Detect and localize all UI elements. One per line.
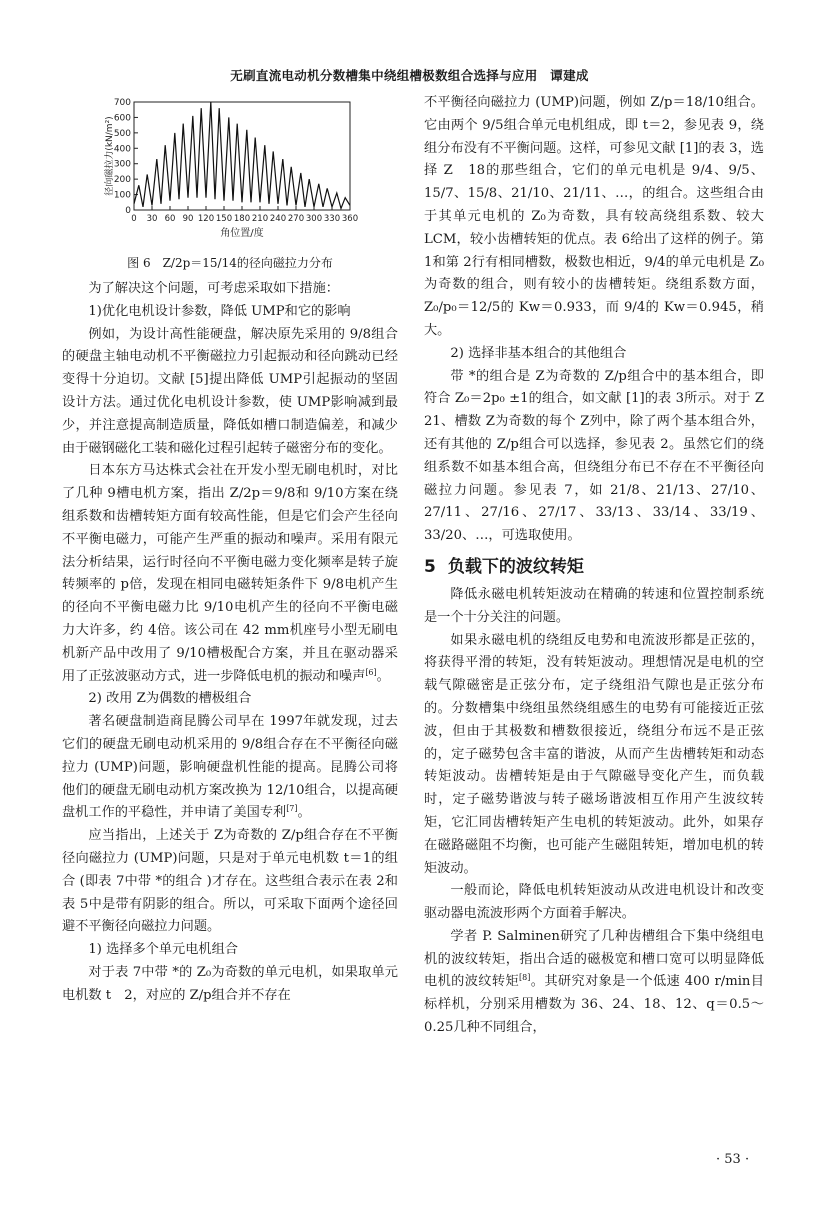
subheading: 1)优化电机设计参数，降低 UMP和它的影响 [88,303,351,319]
paragraph-end: 。 [297,805,311,821]
citation: [7] [286,804,298,814]
y-tick-label: 500 [113,128,131,139]
figure-6 [62,92,398,248]
x-tick-label: 240 [269,214,287,224]
subheading: 2) 选择非基本组合的其他组合 [450,345,627,361]
y-tick-label: 600 [113,113,131,124]
citation: [6] [365,667,377,677]
x-tick-label: 210 [251,214,269,224]
paragraph: 如果永磁电机的绕组反电势和电流波形都是正弦的，将获得平滑的转矩，没有转矩波动。理想情况是电机的空载气隙磁密是正弦分布，定子绕组沿气隙也是正弦分布的。分数槽集中绕组虽然绕组感生的电势有可能接近正弦波，但由于其极数和槽数很接近，绕组分布远不是正弦的，定子磁势包含丰富的谐波，从而产生齿槽转矩和动态转矩波动。齿槽转矩是由于气隙磁导变化产生，而负载时，定子磁势谐波与转子磁场谐波相互作用产生波纹转矩，它汇同齿槽转矩产生电机的转矩波动。此外，如果存在磁路磁阻不均衡，也可能产生磁阻转矩，增加电机的转矩波动。 [424,632,764,876]
y-tick-label: 200 [113,175,131,186]
x-tick-label: 30 [146,214,158,224]
series-line [134,102,350,209]
paragraph: 对于表 7中带 *的 Z₀为奇数的单元电机，如果取单元电机数 t 2，对应的 Z/p组合并不存在 [62,964,398,1003]
x-tick-label: 120 [197,214,215,224]
y-tick-label: 0 [125,206,131,216]
paragraph-text: 。其研究对象是一个低速 400 r/min目标样机，分别采用槽数为 36、24、18、12、q＝0.5～0.25几种不同组合， [424,974,764,1036]
section-number: 5 [424,556,436,577]
paragraph: 不平衡径向磁拉力 (UMP)问题，例如 Z/p＝18/10组合。它由两个 9/5组合单元电机组成，即 t＝2，参见表 9，绕组分布没有不平衡问题。这样，可参见文献 [1]的表 3，选择 Z 18的那些组合，它们的单元电机是 9/4、9/5、15/7、15/8、21/10、21/11、…，的组合。这些组合由于其单元电机的 Z₀为奇数，具有较高绕组系数、较大 LCM，较小齿槽转矩的优点。表 6给出了这样的例子。第 1和第 2行有相同槽数，极数也相近，9/4的单元电机是 Z₀为奇数的组合，则有较小的齿槽转矩。绕组系数方面，Z₀/p₀＝12/5的 Kw＝0.933，而 9/4的 Kw＝0.945，稍大。 [424,95,764,338]
y-tick-label: 400 [113,144,131,155]
paragraph: 一般而论，降低电机转矩波动从改进电机设计和改变驱动器电流波形两个方面着手解决。 [424,883,764,922]
page-number: · 53 · [716,1152,750,1167]
paragraph: 降低永磁电机转矩波动在精确的转速和位置控制系统是一个十分关注的问题。 [424,586,764,625]
right-column [424,92,778,1040]
y-tick-label: 100 [113,190,131,201]
y-tick-label: 300 [113,159,131,170]
paragraph-text: 学者 P. Salminen研究了几种齿槽组合下集中绕组电机的波纹转矩，指出合适的磁极宽和槽口宽可以明显降低电机的波纹转矩 [424,928,764,990]
x-tick-label: 300 [305,214,323,224]
paragraph: 应当指出，上述关于 Z为奇数的 Z/p组合存在不平衡径向磁拉力 (UMP)问题，只是对于单元电机数 t＝1的组合 (即表 7中带 *的组合 )才存在。这些组合表示在表 2和表 5中是带有阴影的组合。所以，可采取下面两个途径回避不平衡径向磁拉力问题。 [62,828,398,935]
x-axis-label: 角位置/度 [220,228,264,239]
subheading: 1) 选择多个单元电机组合 [88,942,238,958]
paragraph-end: 。 [376,668,390,684]
y-axis-label: 径向磁拉力(kN/m²) [105,116,115,196]
running-header: 无刷直流电动机分数槽集中绕组槽极数组合选择与应用 谭建成 [230,68,589,83]
left-column [62,92,398,1008]
paragraph: 带 *的组合是 Z为奇数的 Z/p组合中的基本组合，即符合 Z₀＝2p₀ ±1的组合，如文献 [1]的表 3所示。对于 Z 21、槽数 Z为奇数的每个 Z列中，除了两个基本组合外，还有其他的 Z/p组合可以选择，参见表 2。虽然它们的绕组系数不如基本组合高，但绕组分布已不存在不平衡径向磁拉力问题。参见表 7，如 21/8、21/13、27/10、27/11、27/16、27/17、33/13、33/14、33/19、33/20、…，可选取使用。 [424,368,778,544]
citation: [8] [519,973,531,983]
y-tick-label: 700 [113,98,131,108]
radial-force-chart [62,92,398,248]
x-tick-label: 270 [287,214,305,224]
x-tick-label: 150 [215,214,233,224]
paragraph-text: 日本东方马达株式会社在开发小型无刷电机时，对比了几种 9槽电机方案，指出 Z/2p＝9/8和 9/10方案在绕组系数和齿槽转矩方面有较高性能，但是它们会产生径向不平衡电磁力，可能产生严重的振动和噪声。采用有限元法分析结果，运行时径向不平衡电磁力变化频率是转子旋转频率的 p倍，发现在相同电磁转矩条件下 9/8电机产生的径向不平衡电磁力比 9/10电机产生的径向不平衡电磁力大许多，约 4倍。该公司在 42 mm机座号小型无刷电机新产品中改用了 9/10槽极配合方案，并且在驱动器采用了正弦波驱动方式，进一步降低电机的振动和噪声 [62,463,398,684]
x-tick-label: 330 [323,214,341,224]
x-tick-label: 60 [164,214,176,224]
paragraph: 为了解决这个问题，可考虑采取如下措施： [88,281,339,296]
subheading: 2) 改用 Z为偶数的槽极组合 [88,691,252,707]
x-tick-label: 0 [131,214,137,224]
paragraph [62,460,398,688]
paragraph-text: 著名硬盘制造商昆腾公司早在 1997年就发现，过去它们的硬盘无刷电动机采用的 9/8组合存在不平衡径向磁拉力 (UMP)问题，影响硬盘机性能的提高。昆腾公司将他们的硬盘无刷电动机方案改换为 12/10组合，以提高硬盘机工作的平稳性，并申请了美国专利 [62,714,398,821]
paragraph: 例如，为设计高性能硬盘，解决原先采用的 9/8组合的硬盘主轴电动机不平衡磁拉力引起振动和径向跳动已经变得十分迫切。文献 [5]提出降低 UMP引起振动的坚固设计方法。通过优化电机设计参数，使 UMP影响减到最少，并注意提高制造质量，降低如槽口制造偏差，和减少由于磁钢磁化工装和磁化过程引起转子磁密分布的变化。 [62,326,398,456]
paragraph [62,711,398,825]
paragraph [424,926,764,1040]
x-tick-label: 90 [182,214,194,224]
x-tick-label: 180 [233,214,251,224]
x-tick-label: 360 [341,214,359,224]
section-heading [424,554,764,580]
figure-caption: 图 6 Z/2p＝15/14的径向磁拉力分布 [127,256,333,270]
section-title: 负载下的波纹转矩 [447,556,584,577]
